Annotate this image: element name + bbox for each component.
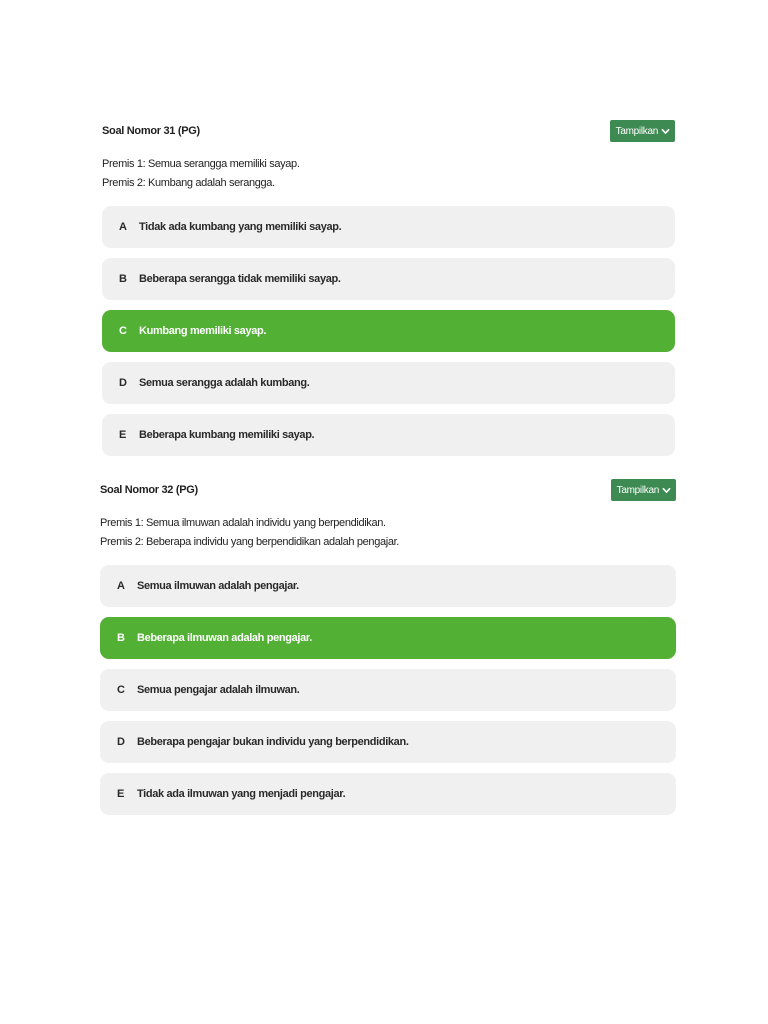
option-a[interactable] xyxy=(100,565,676,607)
question-card-32 xyxy=(100,479,676,825)
option-letter: D xyxy=(117,736,125,748)
question-title: Soal Nomor 32 (PG) xyxy=(100,484,198,496)
option-letter: E xyxy=(117,788,124,800)
option-letter: A xyxy=(117,580,125,592)
premise-2: Premis 2: Kumbang adalah serangga. xyxy=(102,177,275,189)
option-c[interactable] xyxy=(100,669,676,711)
premise-1: Premis 1: Semua ilmuwan adalah individu yang berpendidikan. xyxy=(100,517,386,529)
option-letter: B xyxy=(119,273,127,285)
show-answer-button[interactable] xyxy=(611,479,676,501)
option-text: Tidak ada kumbang yang memiliki sayap. xyxy=(139,221,342,233)
answer-options xyxy=(100,565,676,815)
question-card-31 xyxy=(102,120,675,466)
option-e[interactable] xyxy=(100,773,676,815)
option-d[interactable] xyxy=(100,721,676,763)
option-text: Beberapa serangga tidak memiliki sayap. xyxy=(139,273,341,285)
show-answer-button[interactable] xyxy=(610,120,675,142)
option-letter: C xyxy=(119,325,127,337)
option-letter: C xyxy=(117,684,125,696)
option-text: Semua pengajar adalah ilmuwan. xyxy=(137,684,300,696)
show-button-label: Tampilkan xyxy=(616,484,659,496)
option-text: Beberapa ilmuwan adalah pengajar. xyxy=(137,632,312,644)
option-d[interactable] xyxy=(102,362,675,404)
option-text: Semua serangga adalah kumbang. xyxy=(139,377,310,389)
option-letter: A xyxy=(119,221,127,233)
option-text: Beberapa kumbang memiliki sayap. xyxy=(139,429,315,441)
option-a[interactable] xyxy=(102,206,675,248)
option-text: Semua ilmuwan adalah pengajar. xyxy=(137,580,299,592)
show-button-label: Tampilkan xyxy=(615,125,658,137)
chevron-down-icon xyxy=(661,127,670,136)
option-text: Kumbang memiliki sayap. xyxy=(139,325,267,337)
question-header xyxy=(102,120,675,142)
question-title: Soal Nomor 31 (PG) xyxy=(102,125,200,137)
option-c[interactable] xyxy=(102,310,675,352)
question-premises xyxy=(102,155,675,193)
premise-2: Premis 2: Beberapa individu yang berpendidikan adalah pengajar. xyxy=(100,536,400,548)
option-letter: D xyxy=(119,377,127,389)
premise-1: Premis 1: Semua serangga memiliki sayap. xyxy=(102,158,300,170)
answer-options xyxy=(102,206,675,456)
option-e[interactable] xyxy=(102,414,675,456)
question-header xyxy=(100,479,676,501)
option-letter: B xyxy=(117,632,125,644)
option-text: Tidak ada ilmuwan yang menjadi pengajar. xyxy=(137,788,346,800)
option-b[interactable] xyxy=(100,617,676,659)
option-letter: E xyxy=(119,429,126,441)
question-premises xyxy=(100,514,676,552)
chevron-down-icon xyxy=(662,486,671,495)
option-b[interactable] xyxy=(102,258,675,300)
option-text: Beberapa pengajar bukan individu yang berpendidikan. xyxy=(137,736,409,748)
